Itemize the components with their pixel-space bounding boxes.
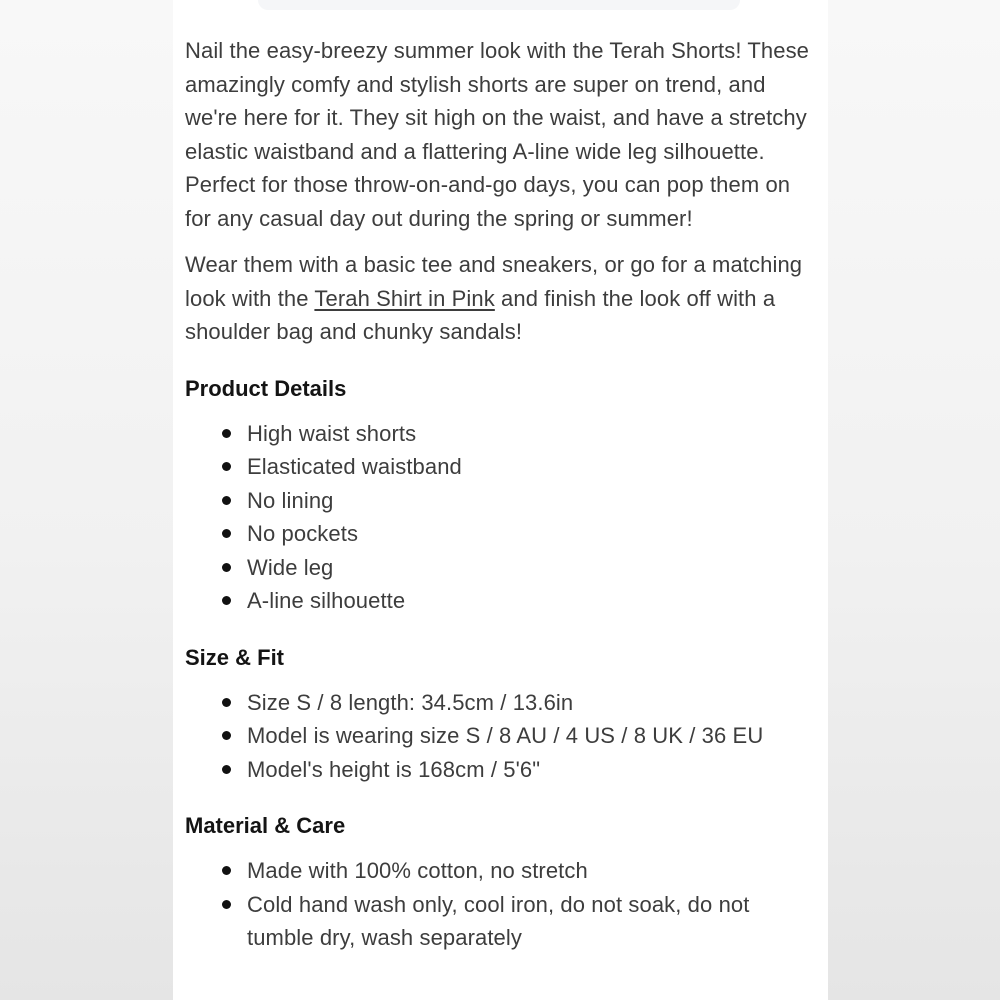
list-item: High waist shorts xyxy=(185,417,812,451)
material-care-list xyxy=(185,854,812,955)
list-item: Cold hand wash only, cool iron, do not soak, do not tumble dry, wash separately xyxy=(185,888,812,955)
size-fit-list xyxy=(185,686,812,787)
list-item: A-line silhouette xyxy=(185,584,812,618)
list-item: Elasticated waistband xyxy=(185,450,812,484)
paragraph-2-text-before: Wear them with a basic tee and sneakers, or go for a matching look with the xyxy=(185,252,803,311)
description-paragraph-2 xyxy=(185,248,812,349)
terah-shirt-link[interactable]: Terah Shirt in Pink xyxy=(314,285,495,311)
section-heading-size-fit: Size & Fit xyxy=(185,644,285,670)
list-item: No lining xyxy=(185,484,812,518)
section-heading-material-care: Material & Care xyxy=(185,813,346,838)
list-item: Model's height is 168cm / 5'6" xyxy=(185,753,812,787)
paragraph-2-text-after: and finish the look off with a shoulder bag and chunky sandals! xyxy=(185,285,776,344)
list-item: Wide leg xyxy=(185,551,812,585)
section-heading-product-details: Product Details xyxy=(185,375,347,401)
description-content xyxy=(173,0,828,955)
list-item: No pockets xyxy=(185,517,812,551)
list-item: Model is wearing size S / 8 AU / 4 US / 8 UK / 36 EU xyxy=(185,719,812,753)
description-paragraph-1: Nail the easy-breezy summer look with the Terah Shorts! These amazingly comfy and stylish shorts are super on trend, and we're here for it. They sit high on the waist, and have a stretchy elastic waistband and a flattering A-line wide leg silhouette. Perfect for those throw-on-and-go days, you can pop them on for any casual day out during the spring or summer! xyxy=(185,38,810,231)
product-details-list xyxy=(185,417,812,618)
list-item: Made with 100% cotton, no stretch xyxy=(185,854,812,888)
description-panel xyxy=(173,0,828,1000)
list-item: Size S / 8 length: 34.5cm / 13.6in xyxy=(185,686,812,720)
